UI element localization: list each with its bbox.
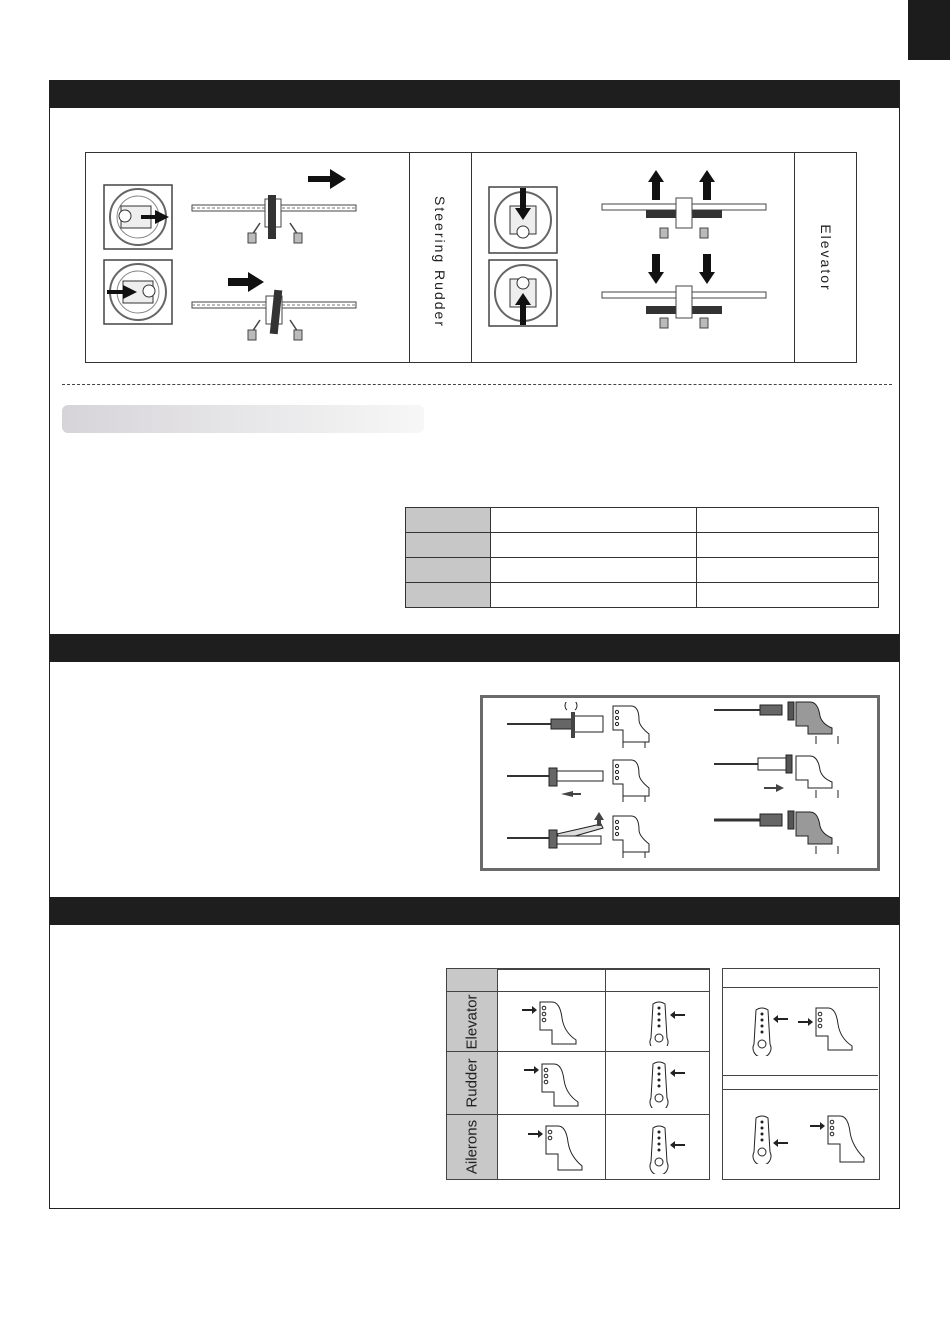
elevator-label: Elevator: [818, 224, 834, 292]
section-header-bar-1: [50, 80, 899, 108]
servo-arm-icon: [748, 1006, 792, 1056]
control-horn-icon: [808, 1114, 872, 1166]
dashed-separator: [62, 384, 892, 385]
control-horn-icon: [522, 1062, 584, 1108]
servo-arm-icon: [748, 1114, 792, 1164]
control-horn-icon: [796, 1006, 860, 1054]
clevis-linkage-icon: [505, 702, 655, 750]
control-horn-icon: [526, 1124, 588, 1172]
clevis-linkage-icon: [712, 698, 852, 748]
clevis-linkage-icon: [712, 752, 852, 802]
subheading-bar: [62, 405, 424, 433]
transmitter-stick-icon: [488, 186, 558, 254]
airplane-front-icon: [600, 168, 770, 248]
transmitter-stick-icon: [103, 184, 173, 250]
clevis-linkage-icon: [505, 758, 655, 806]
row-label-ailerons: Ailerons: [447, 1114, 497, 1179]
page-corner-tab: [908, 0, 950, 60]
table-row: [406, 583, 879, 608]
servo-arm-icon: [645, 1124, 689, 1174]
steering-rudder-label: Steering Rudder: [432, 196, 448, 328]
airplane-front-icon: [600, 252, 770, 342]
row-label-elevator: Elevator: [447, 991, 497, 1051]
table-row: [406, 533, 879, 558]
table-row: [406, 508, 879, 533]
clevis-linkage-icon: [712, 806, 852, 860]
section-header-bar-3: [50, 897, 899, 925]
row-label-rudder: Rudder: [447, 1051, 497, 1114]
transmitter-stick-icon: [103, 259, 173, 325]
control-horn-icon: [520, 1000, 582, 1046]
table-row: [406, 558, 879, 583]
airplane-front-icon: [190, 270, 360, 350]
servo-arm-icon: [645, 1060, 689, 1108]
section-header-bar-2: [50, 634, 899, 662]
transmitter-stick-icon: [488, 259, 558, 327]
rates-table: [405, 507, 879, 608]
airplane-front-icon: [190, 165, 360, 250]
servo-arm-icon: [645, 1000, 689, 1046]
clevis-linkage-icon: [505, 810, 655, 860]
